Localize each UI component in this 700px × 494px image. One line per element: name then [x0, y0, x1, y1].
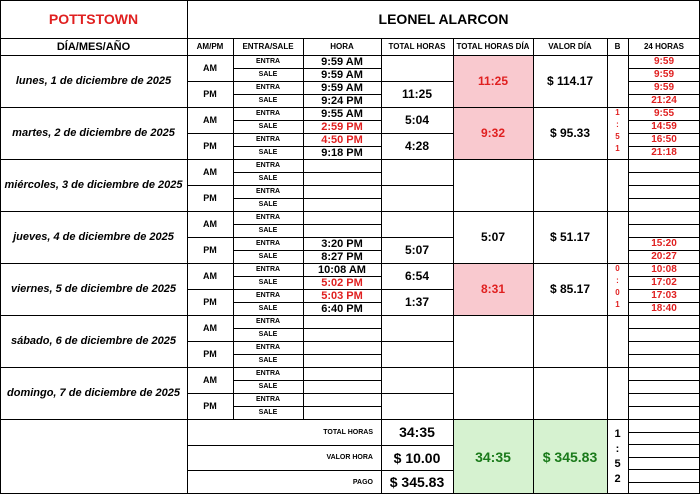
- grid-line: [0, 159, 700, 160]
- entry-label: ENTRA: [255, 84, 281, 91]
- entry-label: ENTRA: [255, 162, 281, 169]
- summary-total-hours: 34:35: [399, 424, 435, 440]
- time-value: 4:50 PM: [321, 133, 363, 146]
- b-column: [607, 55, 628, 107]
- ampm-label-am: AM: [203, 63, 217, 73]
- grid-line: [628, 341, 700, 342]
- time-value: [303, 315, 381, 328]
- time-value: [303, 354, 381, 367]
- grid-line: [628, 328, 700, 329]
- grid-line: [628, 482, 700, 483]
- grid-line: [233, 68, 381, 69]
- grid-line: [0, 55, 700, 56]
- exit-label: SALE: [258, 279, 278, 286]
- time-value: 9:59 AM: [321, 68, 363, 81]
- day-total-hours: 11:25: [453, 55, 533, 107]
- grid-line: [628, 354, 700, 355]
- exit-label: SALE: [258, 123, 278, 130]
- time-value: [303, 172, 381, 185]
- grid-line: [187, 289, 453, 290]
- ampm-label-pm: PM: [203, 349, 217, 359]
- b-column: [607, 315, 628, 367]
- summary-week-total-value: $ 345.83: [533, 419, 607, 494]
- ampm-label-pm: PM: [203, 401, 217, 411]
- grid-line: [187, 445, 453, 446]
- exit-label: SALE: [258, 383, 278, 390]
- time-value: 6:40 PM: [321, 302, 363, 315]
- day-total-hours: [453, 159, 533, 211]
- entry-label: ENTRA: [255, 214, 281, 221]
- summary-week-total-hours: 34:35: [453, 419, 533, 494]
- am-total-hours: [381, 211, 453, 237]
- grid-line: [233, 172, 381, 173]
- hour24-value: [628, 198, 700, 211]
- pm-total-hours: [381, 341, 453, 367]
- grid-line: [233, 146, 381, 147]
- time-value: 5:03 PM: [321, 289, 363, 302]
- b-column: [607, 367, 628, 419]
- summary-b-char: :: [615, 442, 620, 455]
- summary-b-char: 2: [614, 472, 621, 485]
- grid-line: [628, 146, 700, 147]
- grid-line: [187, 341, 453, 342]
- am-total-hours: [381, 159, 453, 185]
- hour24-value: [628, 211, 700, 224]
- grid-line: [628, 133, 700, 134]
- col-header-total-hours: TOTAL HORAS: [388, 42, 446, 51]
- day-total-hours: [453, 367, 533, 419]
- col-header-total-hours-day: TOTAL HORAS DÍA: [456, 42, 530, 51]
- day-date: domingo, 7 de diciembre de 2025: [7, 387, 180, 399]
- ampm-label-am: AM: [203, 219, 217, 229]
- hour24-value: 18:40: [651, 303, 677, 314]
- entry-label: ENTRA: [255, 370, 281, 377]
- time-value: 8:27 PM: [321, 250, 363, 263]
- summary-total-hours-label: TOTAL HORAS: [323, 428, 373, 436]
- entry-label: ENTRA: [255, 396, 281, 403]
- hour24-value: [628, 354, 700, 367]
- employee-name: LEONEL ALARCON: [378, 11, 509, 27]
- day-total-hours: 8:31: [453, 263, 533, 315]
- ampm-label-pm: PM: [203, 141, 217, 151]
- time-value: 10:08 AM: [318, 263, 366, 276]
- grid-line: [0, 315, 700, 316]
- exit-label: SALE: [258, 227, 278, 234]
- time-value: 9:59 AM: [321, 81, 363, 94]
- grid-line: [628, 250, 700, 251]
- hour24-value: [628, 341, 700, 354]
- time-value: 9:59 AM: [321, 55, 363, 68]
- b-char: :: [616, 120, 619, 129]
- pm-total-hours: 1:37: [404, 295, 430, 309]
- exit-label: SALE: [258, 149, 278, 156]
- exit-label: SALE: [258, 201, 278, 208]
- day-date: sábado, 6 de diciembre de 2025: [10, 335, 177, 347]
- hour24-value: 9:59: [653, 82, 674, 93]
- grid-line: [628, 120, 700, 121]
- am-total-hours: [381, 367, 453, 393]
- exit-label: SALE: [258, 357, 278, 364]
- grid-line: [628, 185, 700, 186]
- grid-line: [0, 419, 700, 420]
- ampm-label-am: AM: [203, 323, 217, 333]
- hour24-value: 16:50: [651, 134, 677, 145]
- grid-line: [303, 38, 304, 419]
- day-date: miércoles, 3 de diciembre de 2025: [4, 179, 183, 191]
- grid-line: [233, 198, 381, 199]
- grid-line: [187, 133, 453, 134]
- col-header-b: B: [614, 42, 621, 51]
- am-total-hours: [381, 55, 453, 81]
- hour24-value: [628, 328, 700, 341]
- grid-line: [0, 38, 700, 39]
- b-char: 0: [615, 288, 620, 297]
- hour24-value: 17:02: [651, 277, 677, 288]
- hour24-value: 15:20: [651, 238, 677, 249]
- hour24-value: [628, 367, 700, 380]
- grid-line: [233, 380, 381, 381]
- grid-line: [628, 444, 700, 445]
- grid-line: [0, 367, 700, 368]
- location-title: POTTSTOWN: [48, 11, 139, 27]
- entry-label: ENTRA: [255, 318, 281, 325]
- pm-total-hours: [381, 393, 453, 419]
- summary-pay: $ 345.83: [389, 474, 445, 490]
- hour24-value: [628, 406, 700, 419]
- grid-line: [381, 419, 382, 494]
- grid-line: [628, 224, 700, 225]
- grid-line: [187, 81, 453, 82]
- grid-line: [628, 68, 700, 69]
- day-value: [533, 315, 607, 367]
- entry-label: ENTRA: [255, 344, 281, 351]
- day-date: jueves, 4 de diciembre de 2025: [13, 231, 174, 243]
- grid-line: [187, 237, 453, 238]
- hour24-value: [628, 185, 700, 198]
- grid-line: [233, 302, 381, 303]
- grid-line: [187, 393, 453, 394]
- ampm-label-am: AM: [203, 115, 217, 125]
- entry-label: ENTRA: [255, 58, 281, 65]
- day-date: martes, 2 de diciembre de 2025: [12, 127, 175, 139]
- b-char: :: [616, 276, 619, 285]
- summary-pay-label: PAGO: [352, 478, 373, 486]
- day-total-hours: 9:32: [453, 107, 533, 159]
- col-header-entry-exit: ENTRA/SALE: [242, 42, 294, 51]
- exit-label: SALE: [258, 305, 278, 312]
- time-value: [303, 211, 381, 224]
- pm-total-hours: 11:25: [401, 87, 433, 101]
- grid-line: [233, 250, 381, 251]
- b-column: [607, 159, 628, 211]
- day-value: $ 95.33: [549, 126, 591, 140]
- hour24-value: [628, 224, 700, 237]
- entry-label: ENTRA: [255, 240, 281, 247]
- exit-label: SALE: [258, 253, 278, 260]
- grid-line: [233, 276, 381, 277]
- grid-line: [233, 354, 381, 355]
- hour24-value: 14:59: [651, 121, 677, 132]
- entry-label: ENTRA: [255, 292, 281, 299]
- day-value: [533, 159, 607, 211]
- time-value: [303, 198, 381, 211]
- time-value: [303, 341, 381, 354]
- grid-line: [628, 289, 700, 290]
- grid-line: [233, 224, 381, 225]
- day-value: $ 51.17: [549, 230, 591, 244]
- time-value: 9:24 PM: [321, 94, 363, 107]
- grid-line: [233, 38, 234, 419]
- grid-line: [628, 237, 700, 238]
- grid-line: [628, 198, 700, 199]
- grid-line: [233, 406, 381, 407]
- b-char: 0: [615, 264, 620, 273]
- exit-label: SALE: [258, 71, 278, 78]
- grid-line: [628, 276, 700, 277]
- grid-line: [628, 380, 700, 381]
- hour24-value: 9:59: [653, 56, 674, 67]
- exit-label: SALE: [258, 331, 278, 338]
- b-column: [607, 107, 628, 159]
- time-value: [303, 159, 381, 172]
- grid-line: [628, 302, 700, 303]
- exit-label: SALE: [258, 175, 278, 182]
- hour24-value: [628, 172, 700, 185]
- ampm-label-pm: PM: [203, 297, 217, 307]
- pm-total-hours: 5:07: [404, 243, 430, 257]
- hour24-value: 9:59: [653, 69, 674, 80]
- hour24-value: 21:24: [651, 95, 677, 106]
- summary-hour-value-label: VALOR HORA: [326, 454, 373, 461]
- time-value: [303, 393, 381, 406]
- hour24-value: [628, 380, 700, 393]
- grid-line: [628, 94, 700, 95]
- grid-line: [628, 469, 700, 470]
- grid-line: [628, 457, 700, 458]
- hour24-value: 10:08: [651, 264, 677, 275]
- b-char: 1: [615, 300, 620, 309]
- entry-label: ENTRA: [255, 110, 281, 117]
- b-char: 1: [615, 144, 620, 153]
- grid-line: [628, 393, 700, 394]
- grid-line: [233, 94, 381, 95]
- b-column: [607, 263, 628, 315]
- day-value: [533, 367, 607, 419]
- pm-total-hours: 4:28: [404, 139, 430, 153]
- col-header-day-value: VALOR DÍA: [548, 42, 592, 51]
- grid-line: [233, 328, 381, 329]
- summary-b-char: 1: [614, 427, 621, 440]
- col-header-ampm: AM/PM: [196, 42, 224, 51]
- ampm-label-am: AM: [203, 375, 217, 385]
- hour24-value: 21:18: [651, 147, 677, 158]
- col-header-24h: 24 HORAS: [643, 42, 684, 51]
- day-total-hours: [453, 315, 533, 367]
- grid-line: [187, 185, 453, 186]
- grid-line: [628, 172, 700, 173]
- time-value: 9:55 AM: [321, 107, 363, 120]
- time-value: [303, 406, 381, 419]
- grid-line: [233, 120, 381, 121]
- hour24-value: [628, 315, 700, 328]
- grid-line: [0, 263, 700, 264]
- hour24-value: [628, 159, 700, 172]
- b-char: 5: [615, 132, 620, 141]
- grid-line: [628, 432, 700, 433]
- b-column: [607, 211, 628, 263]
- grid-line: [187, 470, 453, 471]
- am-total-hours: 6:54: [404, 269, 430, 283]
- entry-label: ENTRA: [255, 188, 281, 195]
- day-value: $ 85.17: [549, 282, 591, 296]
- grid-line: [381, 38, 382, 419]
- hour24-value: 20:27: [651, 251, 677, 262]
- ampm-label-pm: PM: [203, 193, 217, 203]
- day-date: lunes, 1 de diciembre de 2025: [15, 75, 172, 87]
- time-value: 2:59 PM: [321, 120, 363, 133]
- ampm-label-am: AM: [203, 167, 217, 177]
- hour24-value: [628, 393, 700, 406]
- time-value: 9:18 PM: [321, 146, 363, 159]
- exit-label: SALE: [258, 97, 278, 104]
- col-header-hour: HORA: [330, 42, 354, 51]
- ampm-label-pm: PM: [203, 245, 217, 255]
- time-value: 5:02 PM: [321, 276, 363, 289]
- day-total-hours: 5:07: [480, 230, 506, 244]
- pm-total-hours: [381, 185, 453, 211]
- grid-line: [628, 81, 700, 82]
- col-header-date: DÍA/MES/AÑO: [56, 40, 131, 53]
- ampm-label-am: AM: [203, 271, 217, 281]
- am-total-hours: [381, 315, 453, 341]
- grid-line: [0, 0, 700, 1]
- hour24-value: 9:55: [653, 108, 674, 119]
- day-value: $ 114.17: [546, 74, 594, 88]
- entry-label: ENTRA: [255, 266, 281, 273]
- grid-line: [0, 107, 700, 108]
- time-value: [303, 380, 381, 393]
- time-value: [303, 185, 381, 198]
- summary-b-column: [607, 419, 628, 494]
- grid-line: [628, 406, 700, 407]
- day-date: viernes, 5 de diciembre de 2025: [10, 283, 177, 295]
- time-value: [303, 367, 381, 380]
- hour24-value: 17:03: [651, 290, 677, 301]
- grid-line: [0, 211, 700, 212]
- entry-label: ENTRA: [255, 136, 281, 143]
- time-value: [303, 328, 381, 341]
- ampm-label-pm: PM: [203, 89, 217, 99]
- summary-b-char: 5: [614, 457, 621, 470]
- exit-label: SALE: [258, 409, 278, 416]
- b-char: 1: [615, 108, 620, 117]
- am-total-hours: 5:04: [404, 113, 430, 127]
- summary-hour-value: $ 10.00: [393, 449, 441, 466]
- time-value: [303, 224, 381, 237]
- time-value: 3:20 PM: [321, 237, 363, 250]
